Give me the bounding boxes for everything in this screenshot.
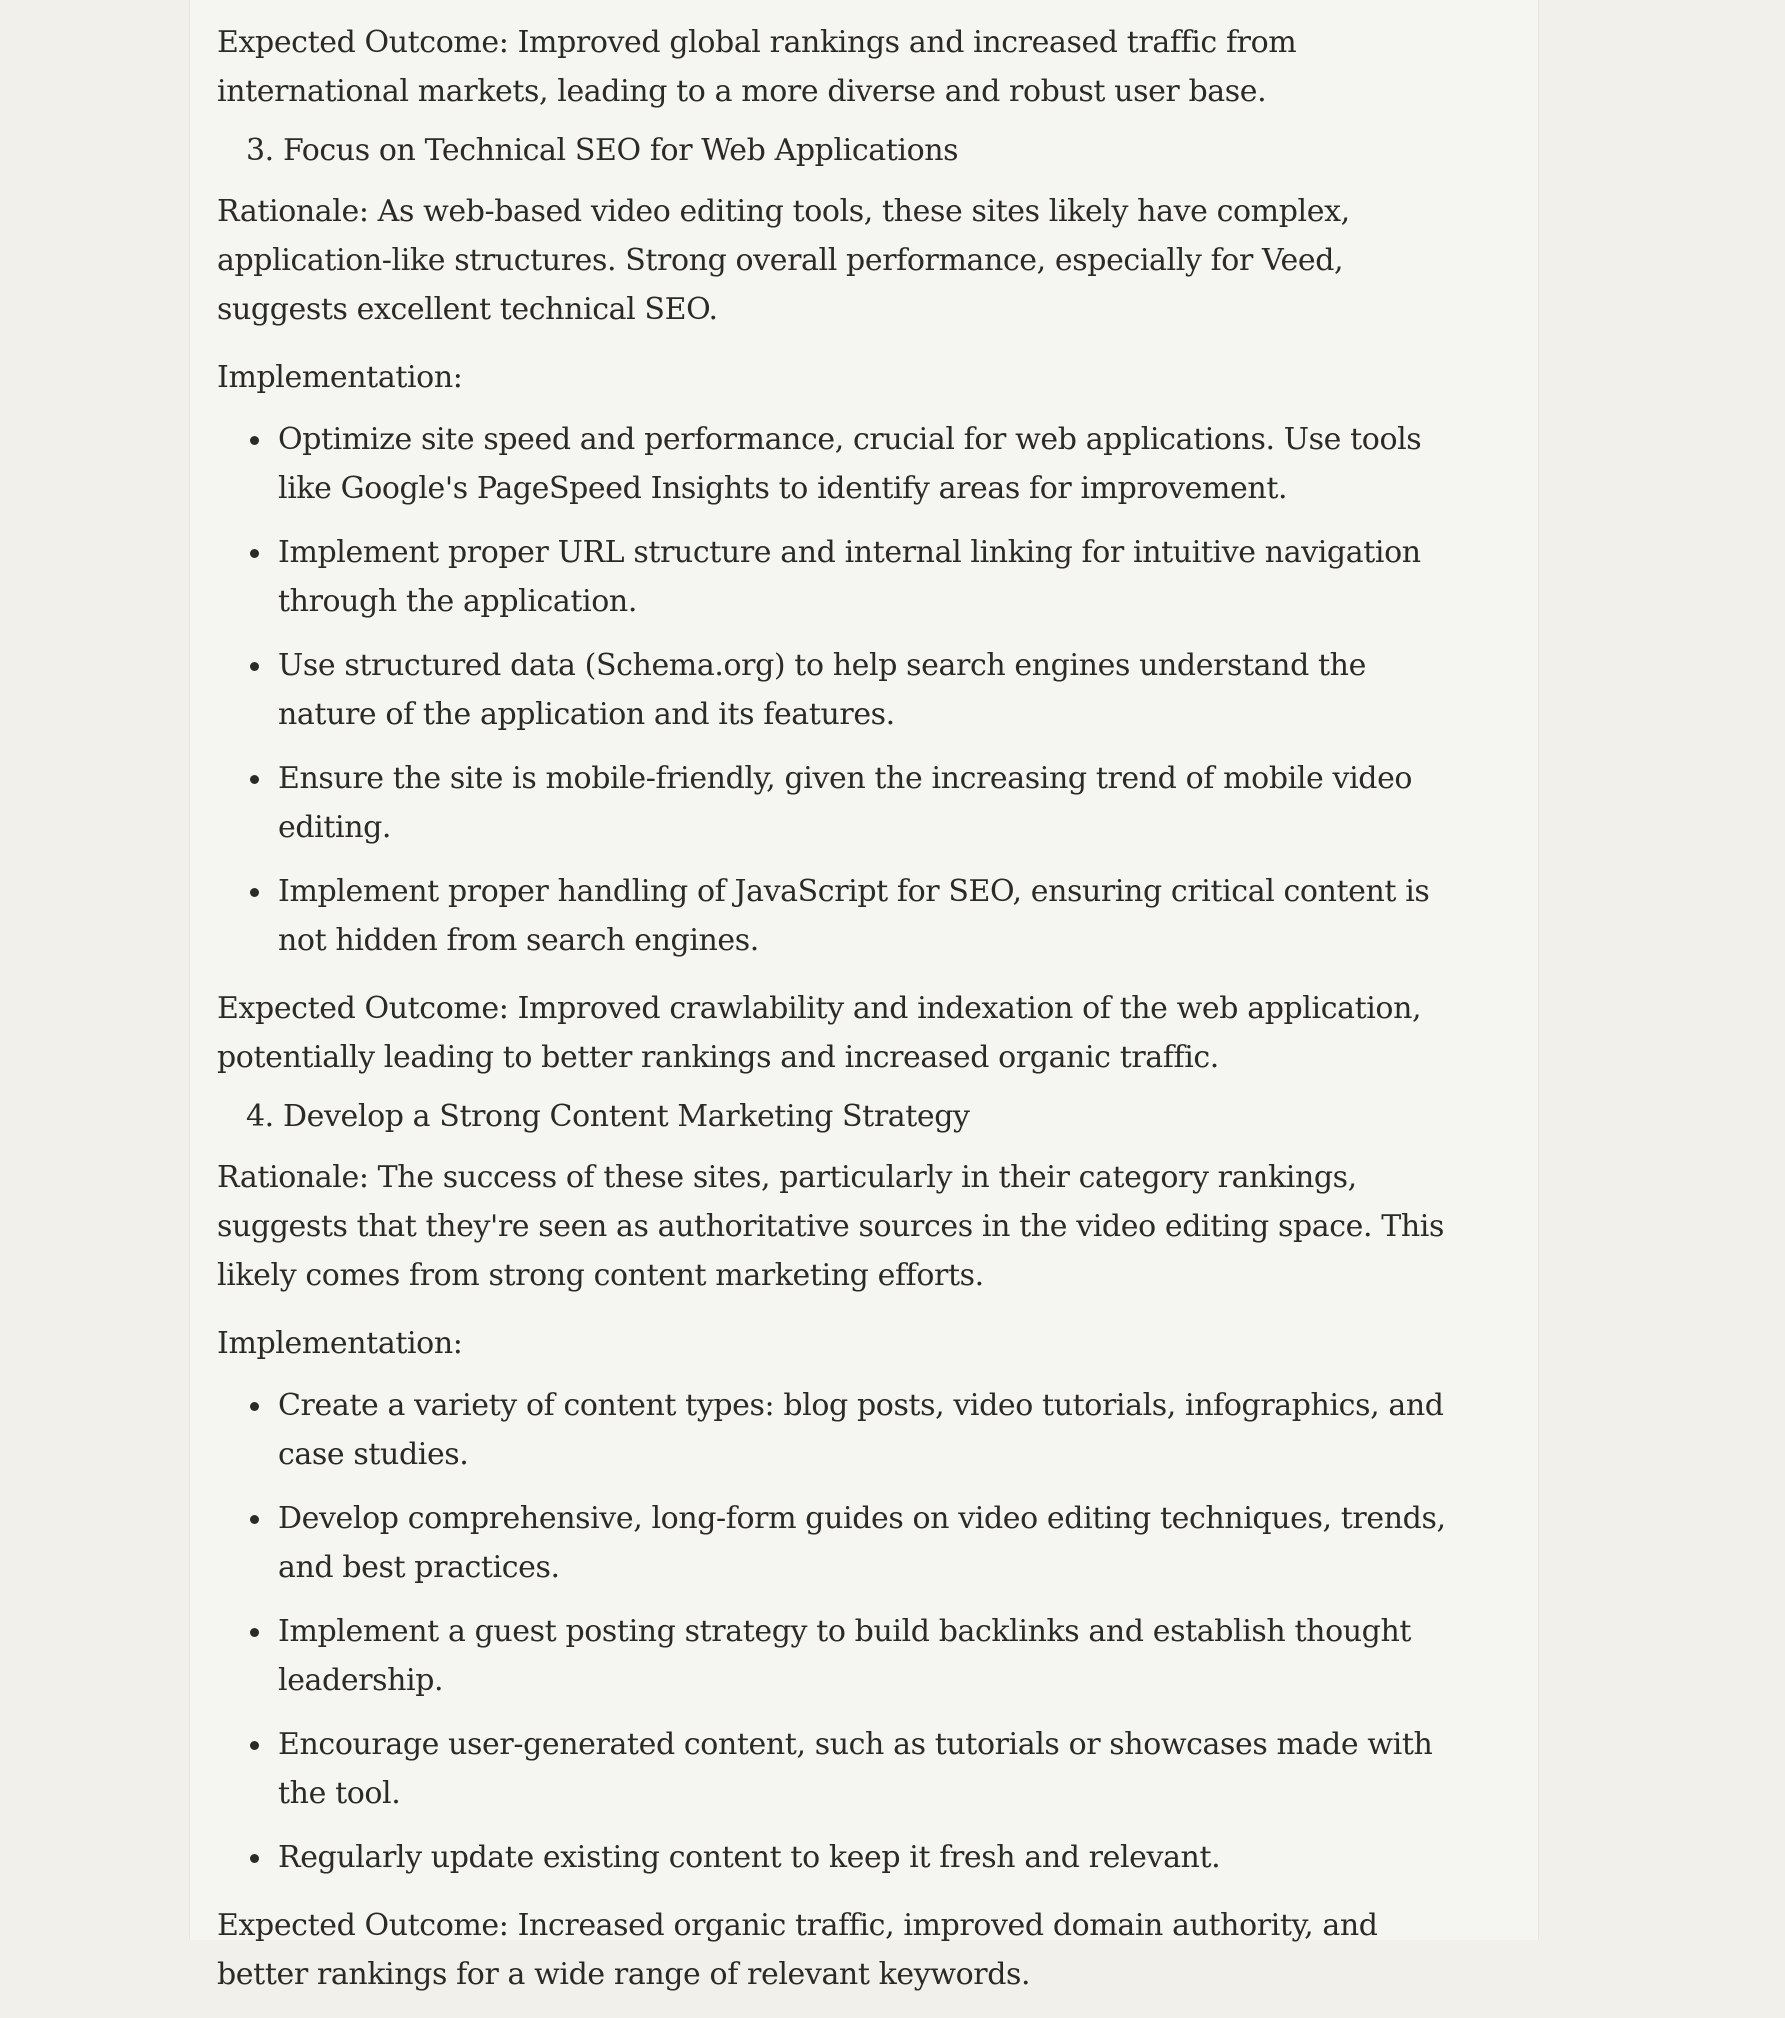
list-item (217, 415, 1447, 513)
implementation-label: Implementation: (217, 1326, 463, 1361)
list-item-text: Implement proper handling of JavaScript for SEO, ensuring critical content is not hidden from search engines. (278, 874, 1430, 958)
list-item (217, 1833, 1447, 1882)
bullet-icon (250, 662, 259, 671)
implementation-list (217, 1381, 1447, 1882)
list-item-text: Implement proper URL structure and internal linking for intuitive navigation through the application. (278, 535, 1421, 619)
bullet-icon (250, 775, 259, 784)
expected-outcome-paragraph: Expected Outcome: Improved crawlability and indexation of the web application, potentially leading to better rankings and increased organic traffic. (217, 991, 1422, 1075)
bullet-icon (250, 549, 259, 558)
list-item-text: Ensure the site is mobile-friendly, given the increasing trend of mobile video editing. (278, 761, 1413, 845)
section-heading-4: 4. Develop a Strong Content Marketing Strategy (246, 1099, 970, 1134)
list-item (217, 867, 1447, 965)
bullet-icon (250, 1402, 259, 1411)
message-content (217, 18, 1447, 2018)
expected-outcome-paragraph: Expected Outcome: Increased organic traffic, improved domain authority, and better rankings for a wide range of relevant keywords. (217, 1908, 1378, 1992)
list-item-text: Optimize site speed and performance, crucial for web applications. Use tools like Google's PageSpeed Insights to identify areas for improvement. (278, 422, 1422, 506)
list-item-text: Create a variety of content types: blog posts, video tutorials, infographics, and case studies. (278, 1388, 1444, 1472)
list-item-text: Implement a guest posting strategy to build backlinks and establish thought leadership. (278, 1614, 1412, 1698)
bullet-icon (250, 1741, 259, 1750)
list-item (217, 754, 1447, 852)
list-item (217, 1381, 1447, 1479)
list-item (217, 1494, 1447, 1592)
bullet-icon (250, 1515, 259, 1524)
list-item (217, 528, 1447, 626)
rationale-paragraph: Rationale: The success of these sites, particularly in their category rankings, suggests that they're seen as authoritative sources in the video editing space. This likely comes from strong content marketing efforts. (217, 1160, 1444, 1293)
expected-outcome-paragraph: Expected Outcome: Improved global rankings and increased traffic from international markets, leading to a more diverse and robust user base. (217, 25, 1297, 109)
bullet-icon (250, 888, 259, 897)
bullet-icon (250, 436, 259, 445)
list-item (217, 1720, 1447, 1818)
list-item-text: Use structured data (Schema.org) to help search engines understand the nature of the application and its features. (278, 648, 1366, 732)
list-item-text: Encourage user-generated content, such as tutorials or showcases made with the tool. (278, 1727, 1433, 1811)
bullet-icon (250, 1854, 259, 1863)
list-item (217, 641, 1447, 739)
implementation-list (217, 415, 1447, 965)
rationale-paragraph: Rationale: As web-based video editing tools, these sites likely have complex, application-like structures. Strong overall performance, especially for Veed, suggests excellent technical SEO. (217, 194, 1350, 327)
list-item-text: Regularly update existing content to keep it fresh and relevant. (278, 1840, 1221, 1875)
list-item (217, 1607, 1447, 1705)
bullet-icon (250, 1628, 259, 1637)
section-heading-3: 3. Focus on Technical SEO for Web Applications (246, 133, 959, 168)
list-item-text: Develop comprehensive, long-form guides on video editing techniques, trends, and best practices. (278, 1501, 1446, 1585)
implementation-label: Implementation: (217, 360, 463, 395)
